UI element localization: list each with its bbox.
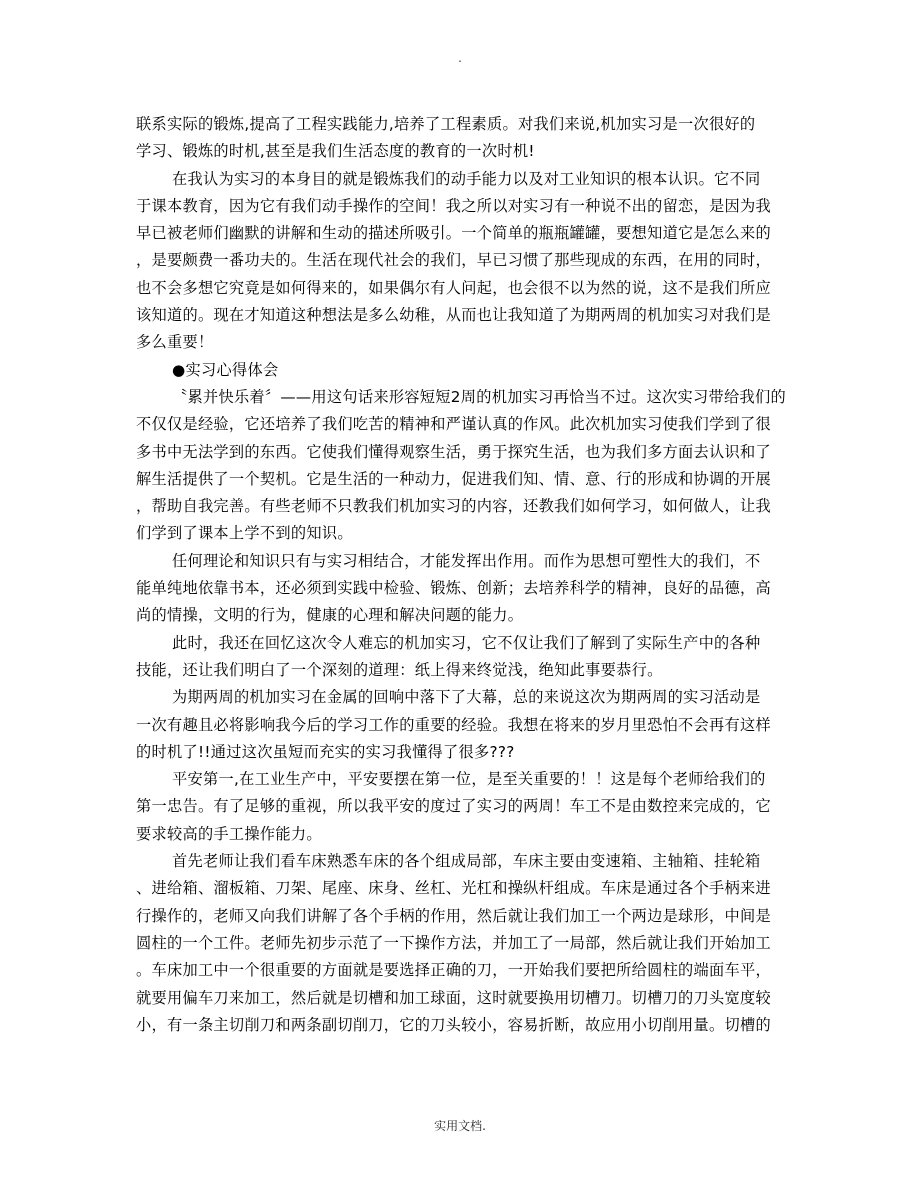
- text-line: 学习、锻炼的时机,甚至是我们生活态度的教育的一次时机!: [136, 142, 535, 161]
- text-line: ●实习心得体会: [172, 360, 279, 379]
- text-line: ，帮助自我完善。有些老师不只教我们机加实习的内容，还教我们如何学习，如何做人，让我: [136, 497, 771, 516]
- text-line: 能单纯地依靠书本，还必须到实践中检验、锻炼、创新；去培养科学的精神，良好的品德，高: [136, 579, 771, 598]
- text-line: 要求较高的手工操作能力。: [136, 824, 322, 843]
- document-body: [136, 111, 786, 1039]
- page-footer: 实用文档.: [434, 1119, 486, 1133]
- text-line: 不仅仅是经验，它还培养了我们吃苦的精神和严谨认真的作风。此次机加实习使我们学到了很: [136, 415, 771, 434]
- text-line: 也不会多想它究竟是如何得来的，如果偶尔有人问起，也会很不以为然的说，这不是我们所应: [136, 278, 771, 297]
- text-line: 〝累并快乐着〞——用这句话来形容短短2周的机加实习再恰当不过。这次实习带给我们的: [172, 387, 786, 406]
- text-line: 一次有趣且必将影响我今后的学习工作的重要的经验。我想在将来的岁月里恐怕不会再有这样: [136, 715, 771, 734]
- text-line: 早已被老师们幽默的讲解和生动的描述所吸引。一个简单的瓶瓶罐罐，要想知道它是怎么来的: [136, 224, 771, 243]
- text-line: 解生活提供了一个契机。它是生活的一种动力，促进我们知、情、意、行的形成和协调的开展: [136, 469, 771, 488]
- page-header-mark: .: [458, 51, 462, 65]
- text-line: ，是要颇费一番功夫的。生活在现代社会的我们，早已习惯了那些现成的东西，在用的同时，: [136, 251, 771, 270]
- text-line: 任何理论和知识只有与实习相结合，才能发挥出作用。而作为思想可塑性大的我们，不: [172, 551, 761, 570]
- text-line: 圆柱的一个工件。老师先初步示范了一下操作方法，并加工了一局部，然后就让我们开始加工: [136, 933, 771, 952]
- text-line: 于课本教育，因为它有我们动手操作的空间！我之所以对实习有一种说不出的留恋，是因为我: [136, 196, 771, 215]
- text-line: 们学到了课本上学不到的知识。: [136, 524, 353, 543]
- text-line: 第一忠告。有了足够的重视，所以我平安的度过了实习的两周！车工不是由数控来完成的，它: [136, 797, 771, 816]
- text-line: 尚的情操，文明的行为，健康的心理和解决问题的能力。: [136, 606, 524, 625]
- text-line: 多么重要！: [136, 333, 214, 352]
- text-line: 行操作的，老师又向我们讲解了各个手柄的作用，然后就让我们加工一个两边是球形，中间是: [136, 906, 771, 925]
- text-line: 小，有一条主切削刀和两条副切削刀，它的刀头较小，容易折断，故应用小切削用量。切槽的: [136, 1015, 771, 1034]
- text-line: 技能，还让我们明白了一个深刻的道理：纸上得来终觉浅，绝知此事要恭行。: [136, 660, 663, 679]
- text-line: 就要用偏车刀来加工，然后就是切槽和加工球面，这时就要换用切槽刀。切槽刀的刀头宽度较: [136, 988, 771, 1007]
- text-line: 首先老师让我们看车床熟悉车床的各个组成局部，车床主要由变速箱、主轴箱、挂轮箱: [172, 852, 761, 871]
- text-line: 的时机了!!通过这次虽短而充实的实习我懂得了很多???: [136, 742, 515, 761]
- text-line: 在我认为实习的本身目的就是锻炼我们的动手能力以及对工业知识的根本认识。它不同: [172, 169, 761, 188]
- text-line: 联系实际的锻炼,提高了工程实践能力,培养了工程素质。对我们来说,机加实习是一次很好的: [136, 115, 756, 133]
- text-line: 。车床加工中一个很重要的方面就是要选择正确的刀，一开始我们要把所给圆柱的端面车平，: [136, 961, 771, 980]
- text-line: 此时，我还在回忆这次令人难忘的机加实习，它不仅让我们了解到了实际生产中的各种: [172, 633, 761, 652]
- text-line: 平安第一,在工业生产中，平安要摆在第一位，是至关重要的！！这是每个老师给我们的: [172, 770, 766, 789]
- text-line: 为期两周的机加实习在金属的回响中落下了大幕，总的来说这次为期两周的实习活动是: [172, 688, 761, 707]
- text-line: 、进给箱、溜板箱、刀架、尾座、床身、丝杠、光杠和操纵杆组成。车床是通过各个手柄来进: [136, 879, 771, 898]
- text-line: 该知道的。现在才知道这种想法是多么幼稚，从而也让我知道了为期两周的机加实习对我们是: [136, 306, 771, 325]
- text-line: 多书中无法学到的东西。它使我们懂得观察生活，勇于探究生活，也为我们多方面去认识和了: [136, 442, 771, 461]
